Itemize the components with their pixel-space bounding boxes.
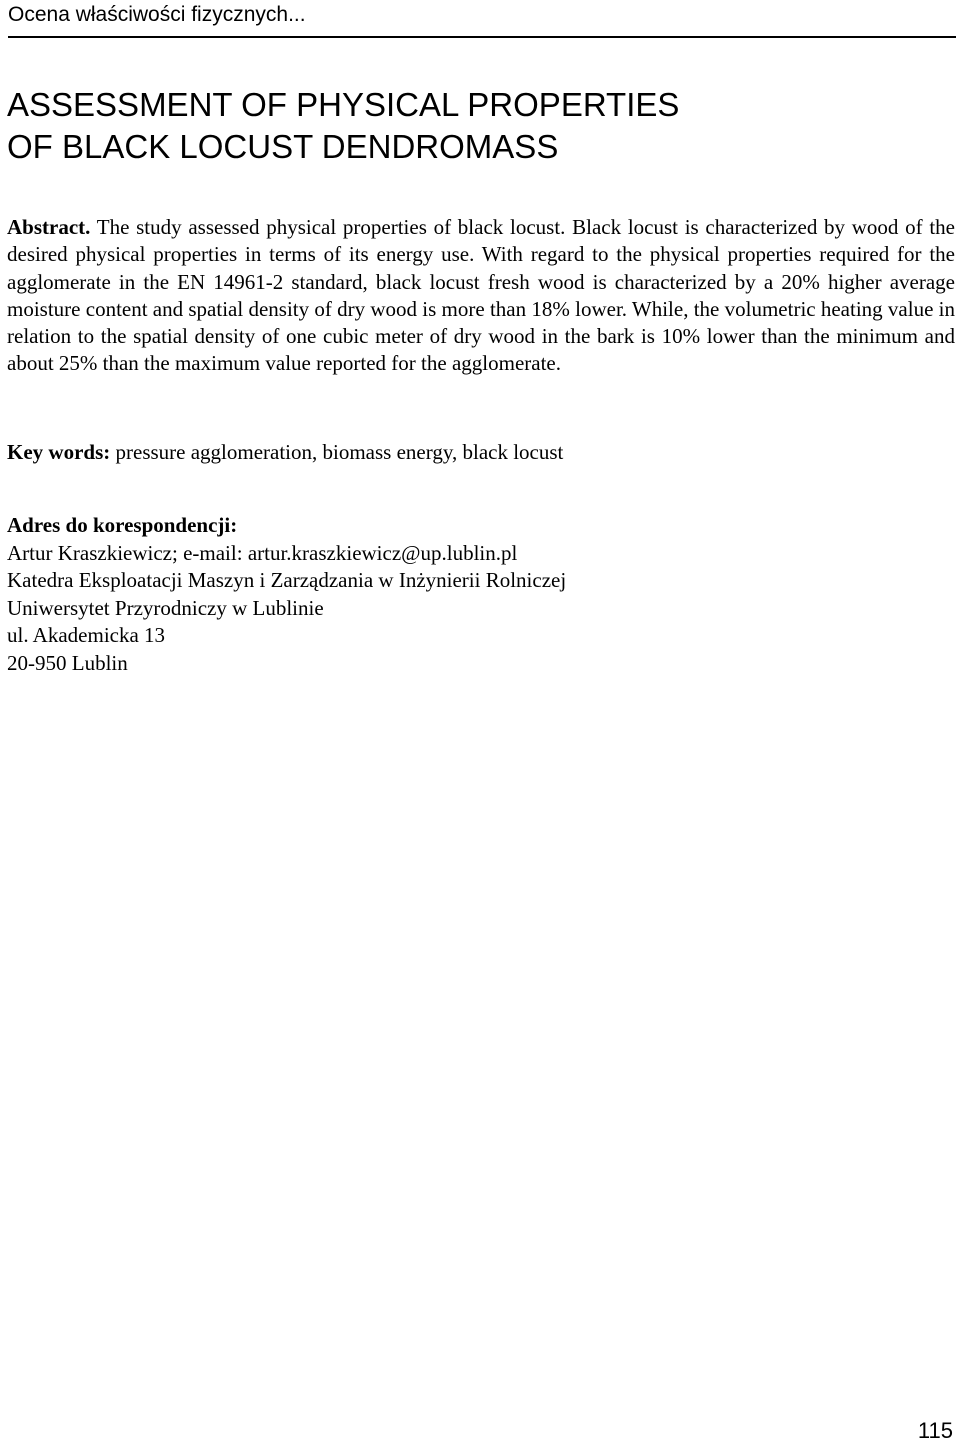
paper-title	[7, 84, 679, 168]
abstract-text: The study assessed physical properties of black locust. Black locust is characterized by wood of the desired physical properties in terms of its energy use. With regard to the physical properties required for the agglomerate in the EN 14961-2 standard, black locust fresh wood is characterized by a 20% higher average moisture content and spatial density of dry wood is more than 18% lower. While, the volumetric heating value in relation to the spatial density of one cubic meter of dry wood in the bark is 10% lower than the minimum and about 25% than the maximum value reported for the agglomerate.	[7, 215, 955, 376]
correspondence-label: Adres do korespondencji:	[7, 513, 238, 537]
city-line: 20-950 Lublin	[7, 650, 128, 675]
title-line-1: ASSESSMENT OF PHYSICAL PROPERTIES	[7, 86, 680, 123]
keywords	[7, 439, 955, 466]
author-email-line: Artur Kraszkiewicz; e-mail: artur.kraszkiewicz@up.lublin.pl	[7, 540, 518, 565]
university-line: Uniwersytet Przyrodniczy w Lublinie	[7, 595, 324, 620]
running-header: Ocena właściwości fizycznych...	[8, 3, 306, 26]
title-line-2: OF BLACK LOCUST DENDROMASS	[7, 128, 559, 165]
correspondence-block	[7, 512, 955, 677]
street-line: ul. Akademicka 13	[7, 623, 166, 647]
abstract	[7, 214, 955, 378]
page-number: 115	[917, 1418, 953, 1443]
header-rule	[8, 36, 956, 38]
keywords-text: pressure agglomeration, biomass energy, black locust	[115, 440, 564, 464]
abstract-label: Abstract.	[7, 215, 91, 239]
department-line: Katedra Eksploatacji Maszyn i Zarządzania w Inżynierii Rolniczej	[7, 568, 567, 592]
keywords-label: Key words:	[7, 440, 111, 464]
